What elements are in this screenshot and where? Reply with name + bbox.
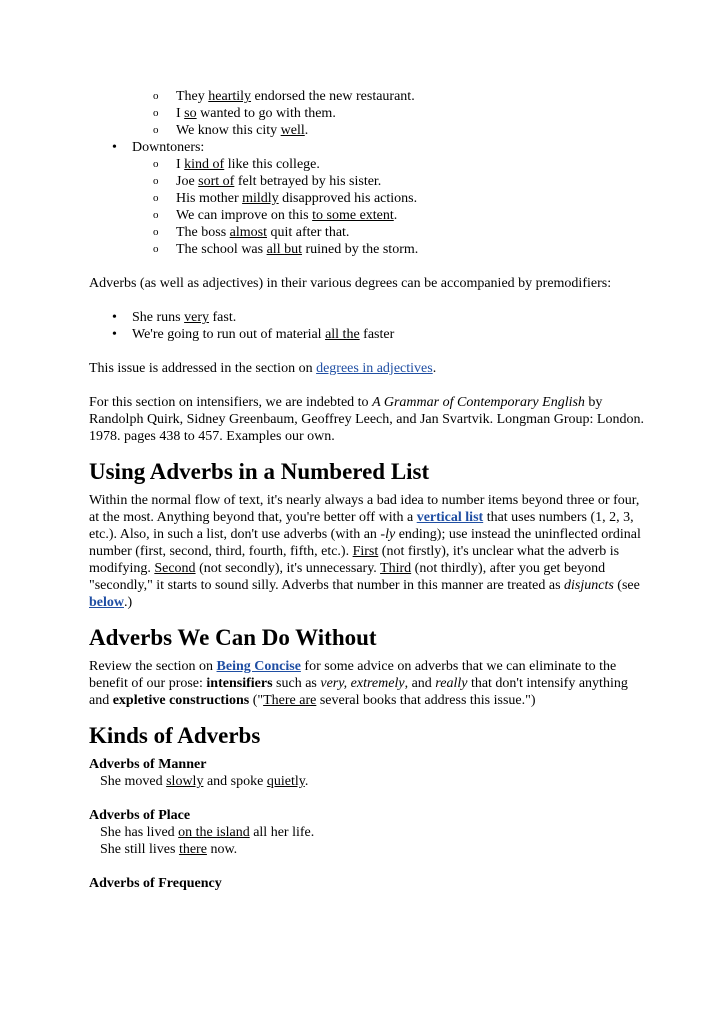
underlined-adverb: very [184, 310, 210, 325]
premodifier-list [89, 309, 648, 343]
list-item [89, 326, 648, 343]
downtoners-sublist [89, 156, 648, 258]
paragraph-text: for some advice on adverbs that we can eliminate to the benefit of our prose: [89, 659, 617, 691]
underlined-word: Second [154, 561, 196, 576]
item-text: They [176, 89, 209, 104]
underlined-adverb: quietly [266, 774, 305, 789]
paragraph-text: .) [124, 595, 133, 610]
list-item [89, 207, 648, 224]
underlined-adverb: mildly [242, 191, 279, 206]
paragraph-text: ending); use instead the uninflected ordinal number (first, second, third, fourth, fifth, etc.). [89, 527, 641, 559]
list-item [89, 88, 648, 105]
item-text: wanted to go with them. [196, 106, 336, 121]
numbered-list-heading: Using Adverbs in a Numbered List [89, 459, 430, 484]
example-adverbs: very, extremely [320, 676, 405, 691]
paragraph-text: that uses numbers (1, 2, 3, etc.). Also, in such a list, don't use adverbs (with an [89, 510, 634, 542]
item-text: The school was [176, 242, 267, 257]
underlined-word: Third [380, 561, 412, 576]
paragraph-text: several books that address this issue.") [316, 693, 536, 708]
source-paragraph [89, 394, 648, 445]
example-text: She moved [100, 774, 167, 789]
paragraph-text: Within the normal flow of text, it's nearly always a bad idea to number items beyond three or four, at the most. Anything beyond that, you're better off with a [89, 493, 640, 525]
item-text: We can improve on this [176, 208, 313, 223]
underlined-adverb: kind of [184, 157, 225, 172]
paragraph-text: Review the section on [89, 659, 217, 674]
underlined-adverb: on the island [178, 825, 250, 840]
paragraph-text: . [432, 361, 437, 376]
expletive-constructions-term: expletive constructions [112, 693, 250, 708]
list-item [89, 309, 648, 326]
item-text: I [176, 106, 185, 121]
ly-suffix: -ly [380, 527, 396, 542]
place-title: Adverbs of Place [89, 808, 191, 823]
intensifier-sublist [89, 88, 648, 139]
example-text: She still lives [100, 842, 179, 857]
example-adverb: really [435, 676, 468, 691]
item-text: His mother [176, 191, 243, 206]
premodifiers-intro: Adverbs (as well as adjectives) in their various degrees can be accompanied by premodifiers: [89, 276, 612, 291]
underlined-word: There are [263, 693, 317, 708]
underlined-word: First [352, 544, 379, 559]
underlined-adverb: all the [325, 327, 360, 342]
intensifiers-term: intensifiers [206, 676, 273, 691]
underlined-adverb: almost [229, 225, 268, 240]
degrees-in-adjectives-link[interactable]: degrees in adjectives [316, 361, 433, 376]
paragraph-text: (see [613, 578, 640, 593]
frequency-title: Adverbs of Frequency [89, 876, 222, 891]
example-text: . [304, 774, 309, 789]
list-item [89, 190, 648, 207]
numbered-list-paragraph [89, 492, 648, 611]
manner-title: Adverbs of Manner [89, 757, 207, 772]
item-text: fast. [209, 310, 237, 325]
item-text: faster [359, 327, 395, 342]
list-item [89, 173, 648, 190]
underlined-adverb: heartily [208, 89, 252, 104]
item-text: We're going to run out of material [132, 327, 326, 342]
item-text: I [176, 157, 185, 172]
paragraph-text: (not thirdly), after you get beyond "secondly," it starts to sound silly. Adverbs that number in this manner are treated as [89, 561, 606, 593]
place-example [89, 824, 648, 841]
list-item [89, 241, 648, 258]
item-text: She runs [132, 310, 185, 325]
item-text: We know this city [176, 123, 281, 138]
item-text: quit after that. [267, 225, 350, 240]
underlined-adverb: to some extent [312, 208, 394, 223]
place-example [89, 841, 648, 858]
book-title: A Grammar of Contemporary English [372, 395, 585, 410]
paragraph-text: (" [249, 693, 264, 708]
example-text: all her life. [249, 825, 315, 840]
item-text: . [393, 208, 398, 223]
paragraph-text: such as [272, 676, 321, 691]
item-text: disapproved his actions. [278, 191, 418, 206]
downtoners-label: • Downtoners: [132, 140, 205, 155]
item-text: ruined by the storm. [301, 242, 419, 257]
list-item [89, 156, 648, 173]
example-text: She has lived [100, 825, 179, 840]
list-item [89, 224, 648, 241]
example-text: and spoke [203, 774, 267, 789]
underlined-adverb: sort of [198, 174, 235, 189]
kinds-heading: Kinds of Adverbs [89, 723, 261, 748]
underlined-adverb: so [184, 106, 197, 121]
do-without-paragraph [89, 658, 648, 709]
underlined-adverb: all but [266, 242, 302, 257]
paragraph-text: by Randolph Quirk, Sidney Greenbaum, Geoffrey Leech, and Jan Svartvik. Longman Group: London. 1978. pages 438 to 457. Examples our own. [89, 395, 644, 444]
disjuncts-term: disjuncts [564, 578, 614, 593]
paragraph-text: For this section on intensifiers, we are indebted to [89, 395, 373, 410]
item-text: felt betrayed by his sister. [234, 174, 382, 189]
list-item [89, 122, 648, 139]
item-text: endorsed the new restaurant. [251, 89, 415, 104]
example-text: now. [206, 842, 238, 857]
list-item [89, 105, 648, 122]
item-text: . [304, 123, 309, 138]
do-without-heading: Adverbs We Can Do Without [89, 625, 377, 650]
paragraph-text: that don't intensify anything and [89, 676, 628, 708]
degrees-paragraph [89, 360, 648, 377]
paragraph-text: (not secondly), it's unnecessary. [195, 561, 381, 576]
item-text: like this college. [224, 157, 320, 172]
below-link[interactable]: below [89, 595, 124, 610]
item-text: The boss [176, 225, 230, 240]
underlined-adverb: slowly [166, 774, 204, 789]
being-concise-link[interactable]: Being Concise [216, 659, 301, 674]
underlined-adverb: there [178, 842, 207, 857]
paragraph-text: , and [404, 676, 436, 691]
intensifier-examples [89, 88, 648, 139]
underlined-adverb: well [280, 123, 305, 138]
item-text: Joe [176, 174, 199, 189]
paragraph-text: (not firstly), it's unclear what the adverb is modifying. [89, 544, 620, 576]
manner-example [89, 773, 648, 790]
intensifier-bullet-list [89, 88, 648, 258]
vertical-list-link[interactable]: vertical list [416, 510, 484, 525]
downtoners-bullet [89, 139, 648, 258]
paragraph-text: This issue is addressed in the section on [89, 361, 317, 376]
